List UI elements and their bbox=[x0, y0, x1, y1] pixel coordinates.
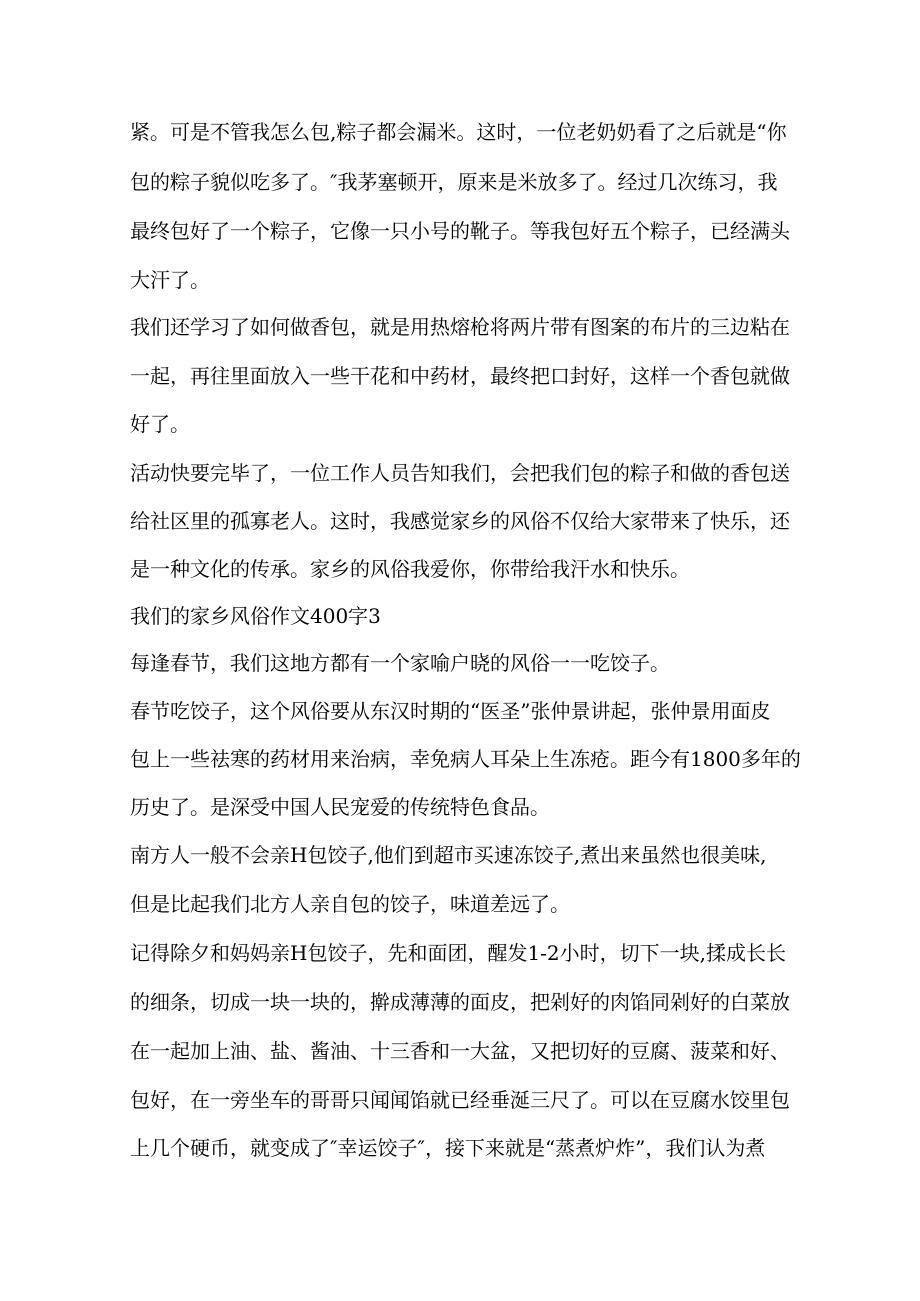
text-line: 在一起加上油、盐、酱油、十三香和一大盆，又把切好的豆腐、菠菜和好、 bbox=[130, 1039, 790, 1063]
text-line: 春节吃饺子，这个风俗要从东汉时期的“医圣”张仲景讲起，张仲景用面皮 bbox=[130, 699, 771, 723]
text-line: 但是比起我们北方人亲自包的饺子，味道差远了。 bbox=[130, 892, 570, 916]
text-line: 大汗了。 bbox=[130, 268, 210, 292]
text-line: 的细条，切成一块一块的，擀成薄薄的面皮，把剁好的肉馅同剁好的白菜放 bbox=[130, 990, 790, 1014]
text-line: 紧。可是不管我怎么包,粽子都会漏米。这时，一位老奶奶看了之后就是“你 bbox=[130, 120, 787, 144]
text-line: 记得除夕和妈妈亲H包饺子，先和面团，醒发1-2小时，切下一块,揉成长长 bbox=[130, 941, 787, 965]
text-line: 包的粽子貌似吃多了。″我茅塞顿开，原来是米放多了。经过几次练习，我 bbox=[130, 170, 778, 194]
text-line: 一起，再往里面放入一些干花和中药材，最终把口封好，这样一个香包就做 bbox=[130, 364, 790, 388]
text-line: 南方人一般不会亲H包饺子,他们到超市买速冻饺子,煮出来虽然也很美味, bbox=[130, 843, 767, 867]
text-line: 是一种文化的传承。家乡的风俗我爱你，你带给我汗水和快乐。 bbox=[130, 557, 690, 581]
text-line: 每逢春节，我们这地方都有一个家喻户晓的风俗一一吃饺子。 bbox=[130, 651, 670, 675]
text-line: 给社区里的孤寡老人。这时，我感觉家乡的风俗不仅给大家带来了快乐，还 bbox=[130, 509, 790, 533]
text-line: 最终包好了一个粽子，它像一只小号的靴子。等我包好五个粽子，已经满头 bbox=[130, 219, 790, 243]
text-line: 包上一些祛寒的药材用来治病，幸免病人耳朵上生冻疮。距今有1800多年的 bbox=[130, 747, 801, 771]
text-line: 历史了。是深受中国人民宠爱的传统特色食品。 bbox=[130, 795, 550, 819]
text-line: 我们还学习了如何做香包，就是用热熔枪将两片带有图案的布片的三边粘在 bbox=[130, 315, 790, 339]
text-line: 包好，在一旁坐车的哥哥只闻闻馅就已经垂涎三尺了。可以在豆腐水饺里包 bbox=[130, 1088, 790, 1112]
text-line: 活动快要完毕了，一位工作人员告知我们，会把我们包的粽子和做的香包送 bbox=[130, 461, 790, 485]
text-line: 好了。 bbox=[130, 412, 190, 436]
section-heading: 我们的家乡风俗作文400字3 bbox=[130, 604, 381, 628]
text-line: 上几个硬币，就变成了″幸运饺子″，接下来就是“蒸煮炉炸”，我们认为煮 bbox=[130, 1136, 766, 1160]
